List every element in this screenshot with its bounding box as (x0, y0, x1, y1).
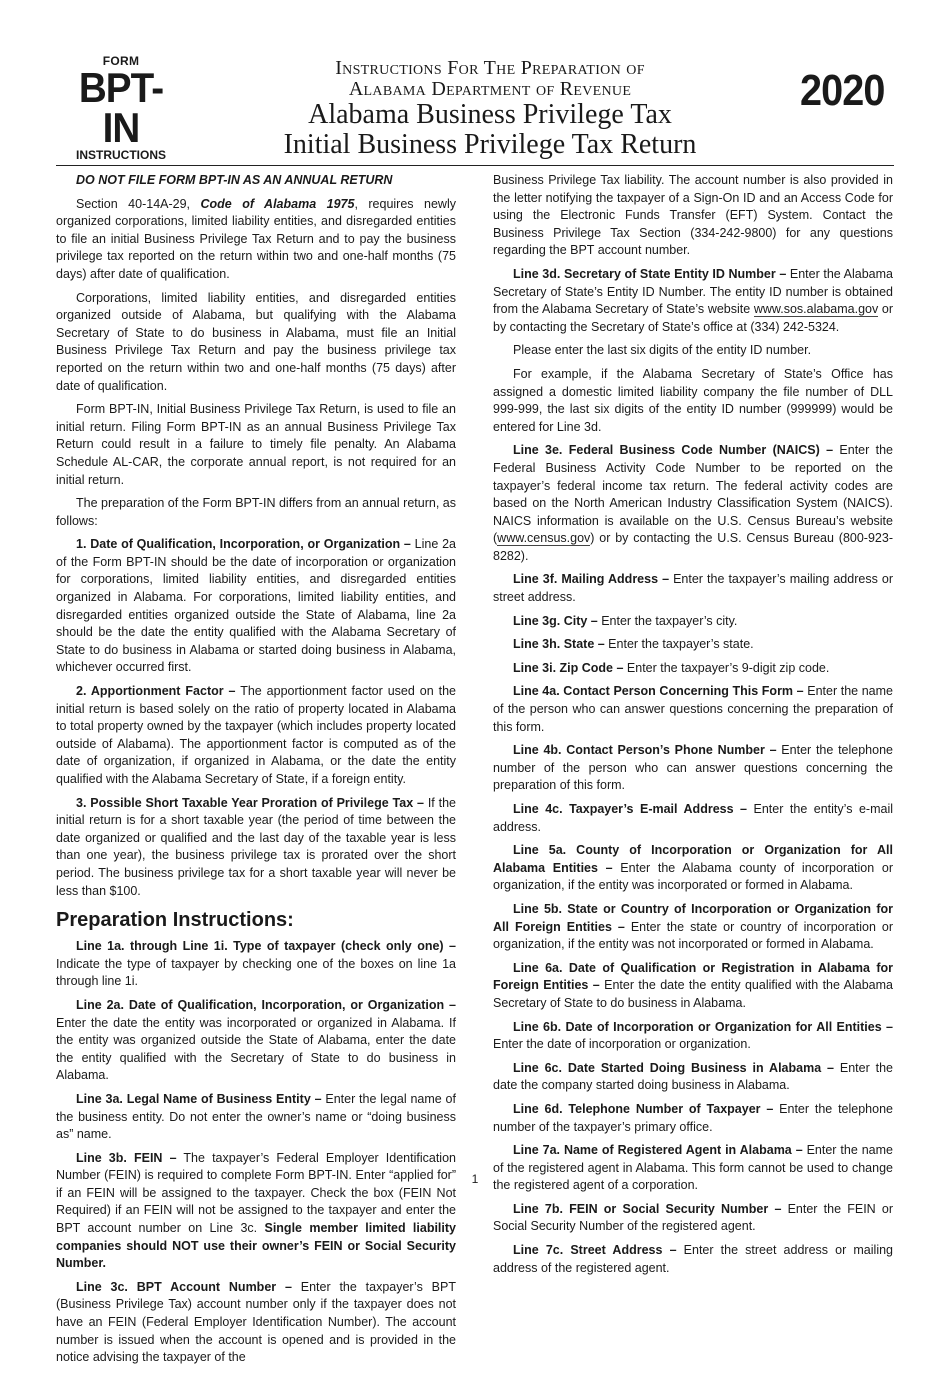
instruction-line-4b: Line 4b. Contact Person’s Phone Number – Enter the telephone number of the person who can answer questions concerning the preparation of this form. (493, 743, 893, 793)
instruction-line-3c: Line 3c. BPT Account Number – Enter the taxpayer’s BPT (Business Privilege Tax) account number only if the taxpayer does not have an FEIN (Federal Employer Identification Number). The account number is issued when the account is opened and is provided in the notice advising the taxpayer of the (56, 1279, 456, 1365)
title-line-1: Instructions For The Preparation of (335, 57, 645, 79)
form-id-block (56, 54, 186, 162)
paragraph-continued: Business Privilege Tax liability. The account number is also provided in the letter notifying the taxpayer of a Sign-On ID and an Access Code for using the Electronic Funds Transfer (EFT) System. Contact the Business Privilege Tax Section (334-242-9800) for any questions regarding the BPT account number. (493, 173, 893, 258)
instruction-line-3e: Line 3e. Federal Business Code Number (NAICS) – Enter the Federal Business Activity Code Number to be reported on the taxpayer’s federal income tax return. The federal activity codes are based on the North American Industry Classification System (NAICS). NAICS information is available on the U.S. Census Bureau’s website (www.census.gov) or by contacting the U.S. Census Bureau (800-923-8282). (493, 443, 893, 563)
title-line-2: Alabama Department of Revenue (348, 78, 632, 100)
instruction-line-4a: Line 4a. Contact Person Concerning This Form – Enter the name of the person who can answer questions concerning the preparation of this form. (493, 684, 893, 734)
instruction-line-6c: Line 6c. Date Started Doing Business in Alabama – Enter the date the company started doing business in Alabama. (493, 1060, 894, 1093)
tax-year: 2020 (800, 66, 885, 115)
instruction-line-2a: Line 2a. Date of Qualification, Incorporation, or Organization – Enter the date the entity was incorporated or organized in Alabama. If the entity was organized outside the State of Alabama, enter the date the entity qualified with the Secretary of State to do business in Alabama. (56, 997, 456, 1083)
form-code: BPT-IN (78, 64, 164, 151)
instruction-line-7b: Line 7b. FEIN or Social Security Number – Enter the FEIN or Social Security Number of the registered agent. (493, 1201, 894, 1234)
title-line-4: Initial Business Privilege Tax Return (283, 129, 697, 160)
instruction-line-3h: Line 3h. State – Enter the taxpayer’s state. (513, 637, 754, 652)
paragraph-differences: The preparation of the Form BPT-IN differs from an annual return, as follows: (56, 496, 456, 528)
left-column (56, 172, 456, 1373)
instruction-line-6d: Line 6d. Telephone Number of Taxpayer – Enter the telephone number of the taxpayer’s primary office. (493, 1101, 893, 1134)
instruction-line-3f: Line 3f. Mailing Address – Enter the taxpayer’s mailing address or street address. (493, 572, 893, 605)
paragraph-six-digits: Please enter the last six digits of the entity ID number. (513, 343, 812, 358)
instruction-line-6a: Line 6a. Date of Qualification or Registration in Alabama for Foreign Entities – Enter the date the entity qualified with the Alabama Secretary of State to do business in Alabama. (493, 960, 893, 1010)
instruction-line-3d: Line 3d. Secretary of State Entity ID Number – Enter the Alabama Secretary of State’s Entity ID Number. The entity ID number is obtained from the Alabama Secretary of State’s website www.sos.alabama.gov or by contacting the Secretary of State’s office at (334) 242-5324. (493, 266, 893, 334)
form-subtitle: INSTRUCTIONS (76, 148, 166, 162)
instruction-line-1: Line 1a. through Line 1i. Type of taxpayer (check only one) – Indicate the type of taxpayer by checking one of the boxes on line 1a through line 1i. (56, 939, 456, 989)
page-header (0, 0, 950, 168)
warning-heading: DO NOT FILE FORM BPT-IN AS AN ANNUAL RETURN (76, 173, 393, 187)
paragraph-form-usage: Form BPT-IN, Initial Business Privilege Tax Return, is used to file an initial return. Filing Form BPT-IN as an annual Business Privilege Tax Return could result in a failure to timely file penalty. An Alabama Schedule AL-CAR, the corporate annual report, is not required for an initial return. (56, 402, 456, 487)
right-column (493, 172, 893, 1283)
instruction-line-3a: Line 3a. Legal Name of Business Entity – Enter the legal name of the business entity. Do not enter the owner’s name or “doing business as” name. (56, 1091, 456, 1142)
instruction-line-3b: Line 3b. FEIN – The taxpayer’s Federal Employer Identification Number (FEIN) is required to complete Form BPT-IN. Enter “applied for” if an FEIN will be assigned to the taxpayer. Check the box (FEIN Not Required) if an FEIN will not be assigned to the taxpayer and enter the BPT account number on Line 3c. Single member limited liability companies should NOT use their owner’s FEIN or Social Security Number. (56, 1150, 456, 1271)
instruction-line-5b: Line 5b. State or Country of Incorporation or Organization for All Foreign Entities – Enter the state or country of incorporation or organization, if the entity was not incorporated or formed in Alabama. (493, 901, 893, 952)
instruction-line-7a: Line 7a. Name of Registered Agent in Alabama – Enter the name of the registered agent in Alabama. This form cannot be used to change the registered agent of a corporation. (493, 1143, 893, 1193)
instruction-line-5a: Line 5a. County of Incorporation or Organization for All Alabama Entities – Enter the Alabama county of incorporation or organization, if the entity was incorporated or formed in Alabama. (493, 843, 894, 893)
item-apportionment-factor: 2. Apportionment Factor – The apportionment factor used on the initial return is based solely on the ratio of property located in Alabama to total property owned by the taxpayer (which includes property located outside of Alabama). The apportionment factor is computed as of the date of organization, if organized in Alabama, or the date the entity qualified with the Alabama Secretary of State, if a foreign entity. (56, 684, 456, 786)
section-heading: Preparation Instructions: (56, 909, 294, 932)
paragraph-section-code: Section 40-14A-29, Code of Alabama 1975, requires newly organized corporations, limited liability entities, and disregarded entities to file an initial Business Privilege Tax Return and to pay the business privilege tax reported on the return within two and one-half months (75 days) after date of qualification. (56, 196, 456, 281)
form-label: FORM (102, 54, 140, 68)
sos-website-link[interactable]: www.sos.alabama.gov (753, 302, 879, 317)
instruction-line-4c: Line 4c. Taxpayer’s E-mail Address – Enter the entity’s e-mail address. (493, 802, 893, 834)
document-title (230, 58, 750, 160)
instruction-line-6b: Line 6b. Date of Incorporation or Organization for All Entities – Enter the date of incorporation or organization. (493, 1019, 893, 1052)
item-date-of-qualification: 1. Date of Qualification, Incorporation, or Organization – Line 2a of the Form BPT-IN should be the date of incorporation or organization for corporations, limited liability entities, and disregarded entities organized in Alabama. For corporations, limited liability entities, and disregarded entities organized outside the State of Alabama, line 2a should be the date the entity qualified with the Alabama Secretary of State to do business in Alabama or started doing business in Alabama, whichever occurred first. (56, 537, 456, 675)
census-website-link[interactable]: www.census.gov (497, 531, 591, 546)
instruction-line-7c: Line 7c. Street Address – Enter the street address or mailing address of the registered agent. (493, 1243, 893, 1275)
instruction-line-3g: Line 3g. City – Enter the taxpayer’s city. (513, 613, 738, 628)
title-line-3: Alabama Business Privilege Tax (308, 99, 672, 130)
item-short-taxable-year: 3. Possible Short Taxable Year Proration of Privilege Tax – If the initial return is for a short taxable year (the period of time between the date organized or qualified and the last day of the taxable year is less than one year), the business privilege tax is prorated over the short period. The business privilege tax for a short taxable year will never be less than $100. (56, 795, 456, 898)
header-divider (56, 165, 894, 166)
paragraph-foreign-entities: Corporations, limited liability entities, and disregarded entities organized outside of Alabama, but qualifying with the Alabama Secretary of State to do business in Alabama, must file an Initial Business Privilege Tax Return and pay the business privilege tax reported on the return within two and one-half months (75 days) after date of qualification. (56, 290, 456, 393)
instruction-line-3i: Line 3i. Zip Code – Enter the taxpayer’s 9-digit zip code. (513, 660, 830, 675)
page-number: 1 (471, 1172, 479, 1186)
paragraph-example: For example, if the Alabama Secretary of State’s Office has assigned a domestic limited liability company the file number of DLL 999-999, the last six digits of the entity ID number (999999) would be entered for Line 3d. (493, 366, 893, 434)
